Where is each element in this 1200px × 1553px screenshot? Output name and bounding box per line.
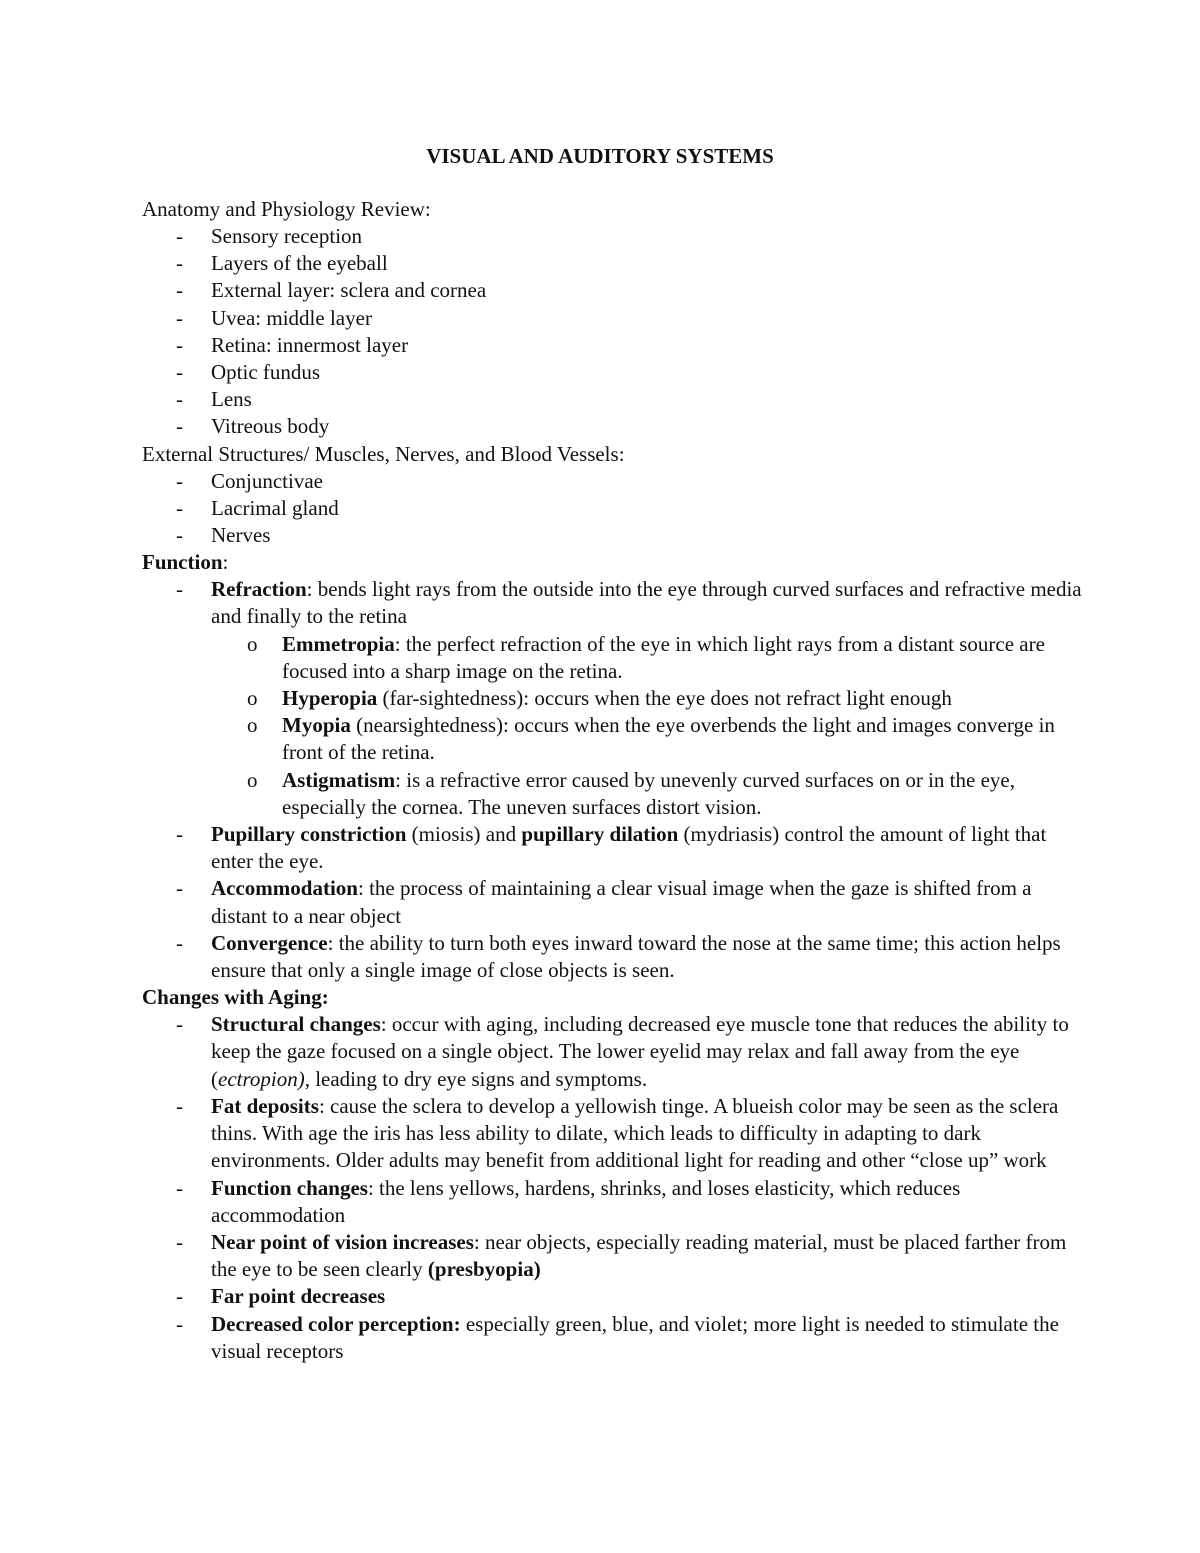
list-item-pupillary: - Pupillary constriction (miosis) and pupillary dilation (mydriasis) control the amount of light that enter the eye.	[176, 822, 1047, 874]
document-page	[142, 144, 1082, 1365]
list-item-convergence: - Convergence: the ability to turn both eyes inward toward the nose at the same time; this action helps ensure that only a single image of close objects is seen.	[176, 930, 1061, 983]
external-heading: External Structures/ Muscles, Nerves, and Blood Vessels:	[142, 441, 625, 466]
list-item: - Lens	[176, 387, 252, 412]
list-item-accommodation: - Accommodation: the process of maintaining a clear visual image when the gaze is shifted from a distant to a near object	[176, 876, 1032, 928]
list-item: - Conjunctivae	[176, 468, 323, 493]
aging-list	[142, 1011, 1082, 1365]
list-item: - Lacrimal gland	[176, 495, 339, 520]
list-item-function-changes: - Function changes: the lens yellows, hardens, shrinks, and loses elasticity, which reduces accommodation	[176, 1175, 961, 1227]
list-item-far-point: - Far point decreases	[176, 1284, 386, 1309]
list-item: - Vitreous body	[176, 414, 330, 439]
list-item-structural: - Structural changes: occur with aging, including decreased eye muscle tone that reduces the ability to keep the gaze focused on a single object. The lower eyelid may relax and fall away from the eye (ectropion), leading to dry eye signs and symptoms.	[176, 1012, 1069, 1091]
list-item: - Uvea: middle layer	[176, 305, 372, 330]
list-item-near-point: - Near point of vision increases: near objects, especially reading material, must be placed farther from the eye to be seen clearly (presbyopia)	[176, 1229, 1067, 1282]
sub-item-hyperopia: o Hyperopia (far-sightedness): occurs when the eye does not refract light enough	[247, 686, 952, 711]
list-item-refraction: - Refraction: bends light rays from the outside into the eye through curved surfaces and refractive media and finally to the retina	[176, 577, 1082, 629]
sub-item-astigmatism: o Astigmatism: is a refractive error caused by unevenly curved surfaces on or in the eye, especially the cornea. The uneven surfaces distort vision.	[247, 767, 1015, 819]
sub-item-emmetropia: o Emmetropia: the perfect refraction of the eye in which light rays from a distant source are focused into a sharp image on the retina.	[247, 631, 1045, 683]
list-item: - Nerves	[176, 523, 271, 548]
list-item: - Sensory reception	[176, 224, 363, 248]
function-heading: Function:	[142, 550, 229, 575]
list-item: - Retina: innermost layer	[176, 332, 409, 357]
list-item: - Layers of the eyeball	[176, 251, 388, 276]
external-list	[142, 468, 1082, 550]
list-item-fat-deposits: - Fat deposits: cause the sclera to develop a yellowish tinge. A blueish color may be seen as the sclera thins. With age the iris has less ability to dilate, which leads to difficulty in adapting to dark environments. Older adults may benefit from additional light for reading and other “close up” work	[176, 1093, 1059, 1173]
anatomy-heading: Anatomy and Physiology Review:	[142, 197, 431, 221]
function-list	[142, 576, 1082, 984]
list-item-color-perception: - Decreased color perception: especially green, blue, and violet; more light is needed to stimulate the visual receptors	[176, 1311, 1059, 1363]
sub-item-myopia: o Myopia (nearsightedness): occurs when the eye overbends the light and images converge in front of the retina.	[247, 713, 1055, 765]
list-item: - External layer: sclera and cornea	[176, 278, 487, 303]
aging-heading: Changes with Aging:	[142, 985, 329, 1010]
document-title: VISUAL AND AUDITORY SYSTEMS	[426, 144, 774, 168]
list-item: - Optic fundus	[176, 360, 321, 385]
anatomy-list	[142, 223, 1082, 441]
